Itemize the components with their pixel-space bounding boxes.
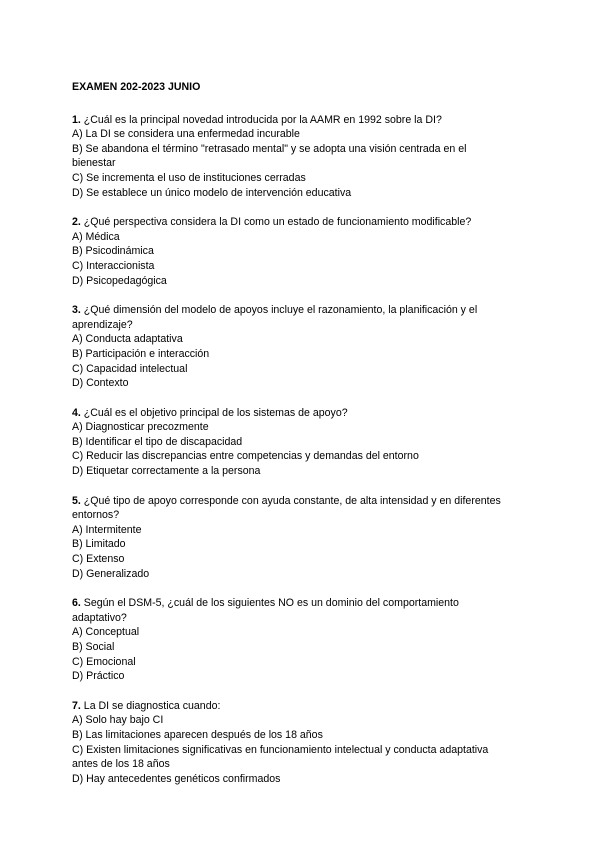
answer-option: C) Reducir las discrepancias entre competencias y demandas del entorno xyxy=(72,450,419,463)
question-prompt: La DI se diagnostica cuando: xyxy=(83,699,221,712)
question-text xyxy=(72,494,502,523)
answer-option: C) Capacidad intelectual xyxy=(72,362,188,375)
question-5 xyxy=(72,494,502,582)
question-number: 5. xyxy=(72,494,81,507)
answer-option: D) Práctico xyxy=(72,670,125,683)
answer-option: A) Diagnosticar precozmente xyxy=(72,421,209,434)
question-number: 7. xyxy=(72,699,81,712)
answer-option: D) Se establece un único modelo de intervención educativa xyxy=(72,186,352,199)
question-text xyxy=(72,215,502,230)
answer-option: C) Emocional xyxy=(72,655,136,668)
answer-option: C) Existen limitaciones significativas en funcionamiento intelectual y conducta adaptativa antes de los 18 años xyxy=(72,743,489,771)
question-text xyxy=(72,113,502,128)
answer-option: A) Intermitente xyxy=(72,523,142,536)
question-2 xyxy=(72,215,502,288)
answer-option: A) La DI se considera una enfermedad incurable xyxy=(72,128,300,141)
question-text xyxy=(72,303,502,332)
answer-option: C) Extenso xyxy=(72,553,125,566)
question-4 xyxy=(72,406,502,479)
answer-option: B) Participación e interacción xyxy=(72,347,210,360)
question-prompt: Según el DSM-5, ¿cuál de los siguientes NO es un dominio del comportamiento adaptativo? xyxy=(72,597,459,624)
question-3 xyxy=(72,303,502,391)
answer-option: D) Contexto xyxy=(72,377,129,390)
answer-option: C) Interaccionista xyxy=(72,259,155,272)
question-prompt: ¿Qué dimensión del modelo de apoyos incluye el razonamiento, la planificación y el aprendizaje? xyxy=(72,304,478,331)
answer-option: D) Generalizado xyxy=(72,567,150,580)
answer-option: B) Psicodinámica xyxy=(72,245,154,258)
question-prompt: ¿Cuál es el objetivo principal de los sistemas de apoyo? xyxy=(83,406,348,419)
question-prompt: ¿Qué tipo de apoyo corresponde con ayuda constante, de alta intensidad y en diferentes entornos? xyxy=(72,494,501,522)
question-text xyxy=(72,596,502,625)
answer-option: B) Social xyxy=(72,641,115,653)
question-number: 1. xyxy=(72,113,81,126)
question-text xyxy=(72,699,502,714)
question-text xyxy=(72,406,502,421)
answer-option: D) Psicopedagógica xyxy=(72,274,167,287)
question-number: 3. xyxy=(72,304,81,317)
answer-option: B) Las limitaciones aparecen después de los 18 años xyxy=(72,728,323,741)
answer-option: A) Médica xyxy=(72,230,120,243)
answer-option: B) Identificar el tipo de discapacidad xyxy=(72,435,243,448)
question-prompt: ¿Cuál es la principal novedad introducida por la AAMR en 1992 sobre la DI? xyxy=(83,113,442,126)
question-number: 4. xyxy=(72,406,81,419)
answer-option: D) Etiquetar correctamente a la persona xyxy=(72,465,261,478)
answer-option: C) Se incrementa el uso de instituciones cerradas xyxy=(72,171,306,184)
answer-option: A) Conceptual xyxy=(72,626,140,639)
question-number: 2. xyxy=(72,216,81,229)
question-prompt: ¿Qué perspectiva considera la DI como un estado de funcionamiento modificable? xyxy=(83,216,472,229)
answer-option: A) Solo hay bajo CI xyxy=(72,714,164,727)
question-1 xyxy=(72,113,502,201)
exam-title: EXAMEN 202-2023 JUNIO xyxy=(72,81,201,93)
question-number: 6. xyxy=(72,597,81,610)
answer-option: D) Hay antecedentes genéticos confirmados xyxy=(72,772,281,785)
question-6 xyxy=(72,596,502,684)
question-7 xyxy=(72,699,502,787)
exam-content xyxy=(72,80,502,801)
answer-option: B) Se abandona el término "retrasado mental" y se adopta una visión centrada en el bienestar xyxy=(72,142,467,170)
answer-option: B) Limitado xyxy=(72,538,126,551)
answer-option: A) Conducta adaptativa xyxy=(72,333,183,346)
